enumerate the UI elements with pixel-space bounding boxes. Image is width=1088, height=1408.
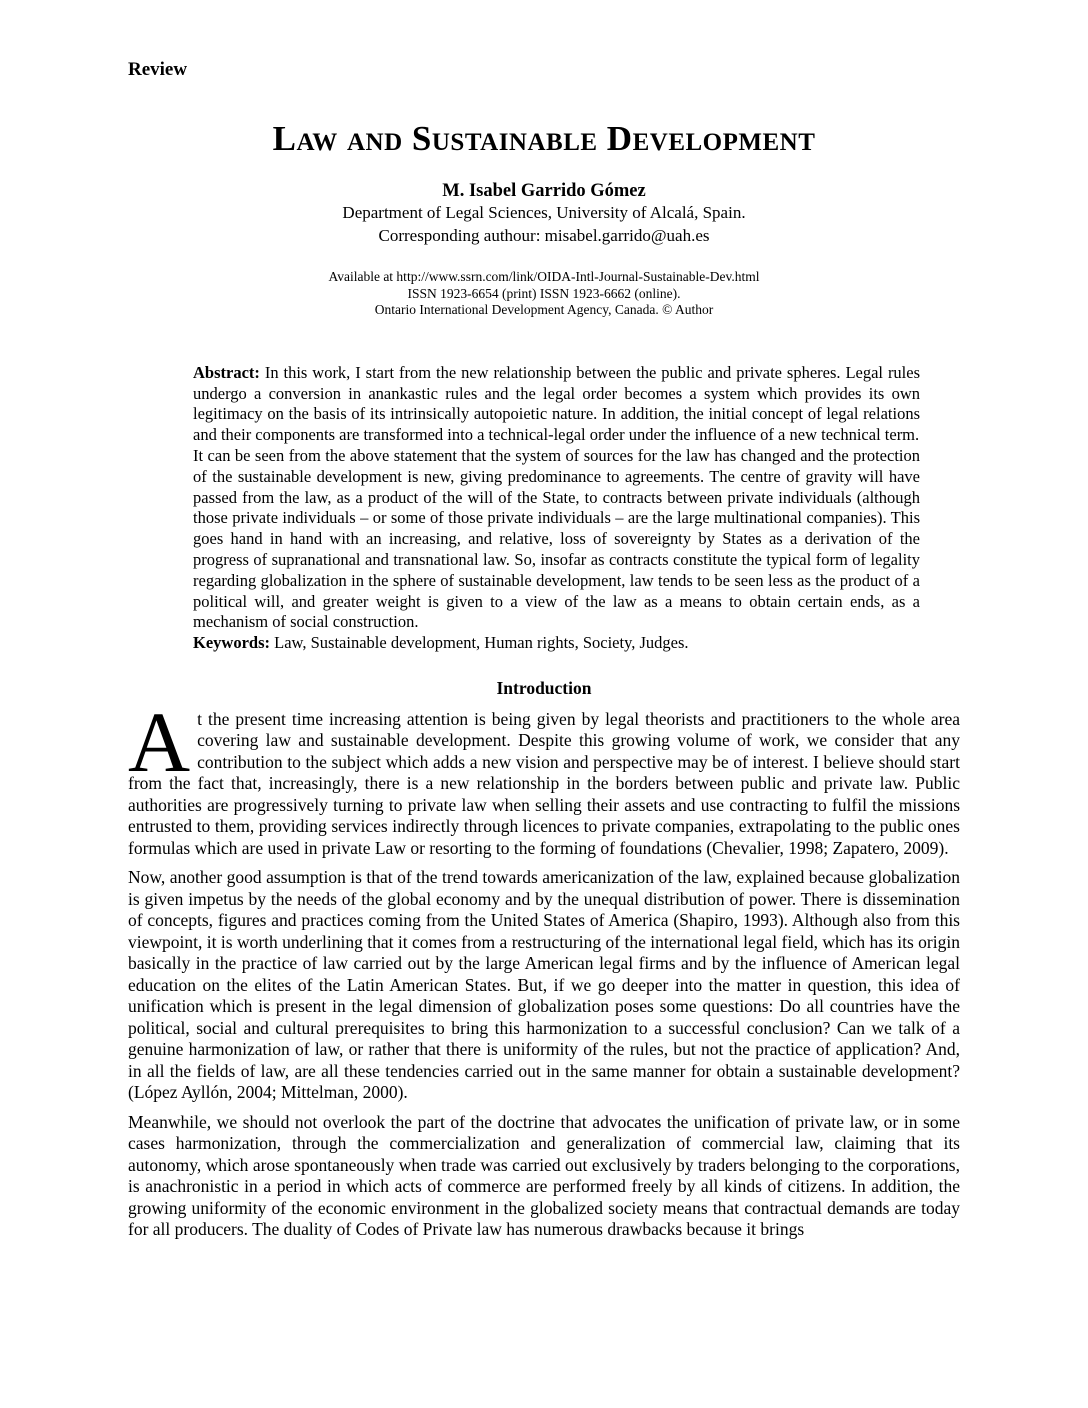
review-label: Review — [128, 59, 188, 80]
abstract-section — [193, 363, 920, 654]
keywords-label: Keywords: — [193, 633, 270, 653]
keywords-text: Law, Sustainable development, Human rights, Society, Judges. — [274, 633, 689, 653]
abstract-label: Abstract: — [193, 362, 260, 382]
corresponding-author-line: Corresponding authour: misabel.garrido@uah.es — [378, 225, 710, 245]
author-block — [128, 180, 960, 248]
agency-copyright-note: Ontario International Development Agency, Canada. © Author — [374, 302, 714, 318]
intro-paragraph-2: Now, another good assumption is that of the trend towards americanization of the law, explained because globalization is given impetus by the needs of the global economy and by the unequal distribution of power. There is dissemination of concepts, figures and practices coming from the United States of America (Shapiro, 1993). Although also from this viewpoint, it is worth underlining that it comes from a restructuring of the international legal field, which has its origin basically in the practice of law carried out by the large American legal firms and by the influence of American legal education on the elites of the Latin American States. But, if we go deeper into the matter in question, this idea of unification which is present in the legal dimension of globalization poses some questions: Do all countries have the political, social and cultural prerequisites to bring this harmonization to a successful conclusion? Can we talk of a genuine harmonization of law, or rather that there is uniformity of the rules, but not the practice of application? And, in all the fields of law, are all these tendencies carried out in the same manner for obtain a sustainable development? (López Ayllón, 2004; Mittelman, 2000). — [128, 867, 960, 1103]
intro-paragraph-3: Meanwhile, we should not overlook the part of the doctrine that advocates the unification of private law, or in some cases harmonization, through the commercialization and generalization of commercial law, claiming that its autonomy, which arose spontaneously when trade was carried out exclusively by traders belonging to the corporations, is anachronistic in a period in which acts of commerce are performed freely by all kinds of citizens. In addition, the growing uniformity of the economic environment in the globalized society means that contractual demands are today for all producers. The duality of Codes of Private law has numerous drawbacks because it brings — [128, 1111, 960, 1240]
abstract-paragraph-2: It can be seen from the above statement that the system of sources for the law has changed and the protection of the sustainable development is new, giving predominance to agreements. The centre of gravity will have passed from the law, as a product of the will of the State, to contracts between private individuals (although those private individuals – or some of those private individuals – are the large multinational companies). This goes hand in hand with an increasing, and relative, loss of sovereignty by States as a derivation of the progress of supranational and transnational law. So, insofar as contracts constitute the typical form of legality regarding globalization in the sphere of sustainable development, law tends to be seen less as the product of a political will, and greater weight is given to a view of the law as a means to obtain certain ends, as a mechanism of social construction. — [193, 446, 920, 632]
issn-note: ISSN 1923-6654 (print) ISSN 1923-6662 (online). — [407, 285, 681, 301]
author-affiliation: Department of Legal Sciences, University of Alcalá, Spain. — [342, 203, 746, 223]
drop-cap: A — [128, 693, 191, 790]
keywords-line — [193, 633, 920, 654]
publication-info-block — [128, 269, 960, 318]
intro-paragraph-1-text: t the present time increasing attention is being given by legal theorists and practitioners to the whole area covering law and sustainable development. Despite this growing volume of work, we consider that any contribution to the subject which adds a new vision and perspective may be of interest. I believe should start from the fact that, increasingly, there is a new relationship in the borders between public and private law. Public authorities are progressively turning to private law when selling their assets and use contracting to fulfil the missions entrusted to them, providing services indirectly through licences to private companies, extrapolating to the public ones formulas which are used in private Law or resorting to the forming of foundations (Chevalier, 1998; Zapatero, 2009). — [128, 708, 960, 858]
introduction-body — [128, 693, 960, 1241]
abstract-paragraph-1-text: In this work, I start from the new relationship between the public and private spheres. Legal rules undergo a conversion in anankastic rules and the legal order becomes a system which provides its own legitimacy on the basis of its intrinsically autopoietic nature. In addition, the initial concept of legal relations and their components are transformed into a technical-legal order under the influence of a new technical term. — [193, 362, 921, 445]
paper-title: Law and Sustainable Development — [272, 118, 816, 158]
abstract-paragraph-1 — [193, 363, 920, 446]
author-name: M. Isabel Garrido Gómez — [442, 180, 646, 201]
intro-paragraph-1 — [128, 693, 960, 860]
introduction-heading: Introduction — [496, 677, 592, 698]
availability-note: Available at http://www.ssrn.com/link/OIDA-Intl-Journal-Sustainable-Dev.html — [328, 269, 760, 285]
